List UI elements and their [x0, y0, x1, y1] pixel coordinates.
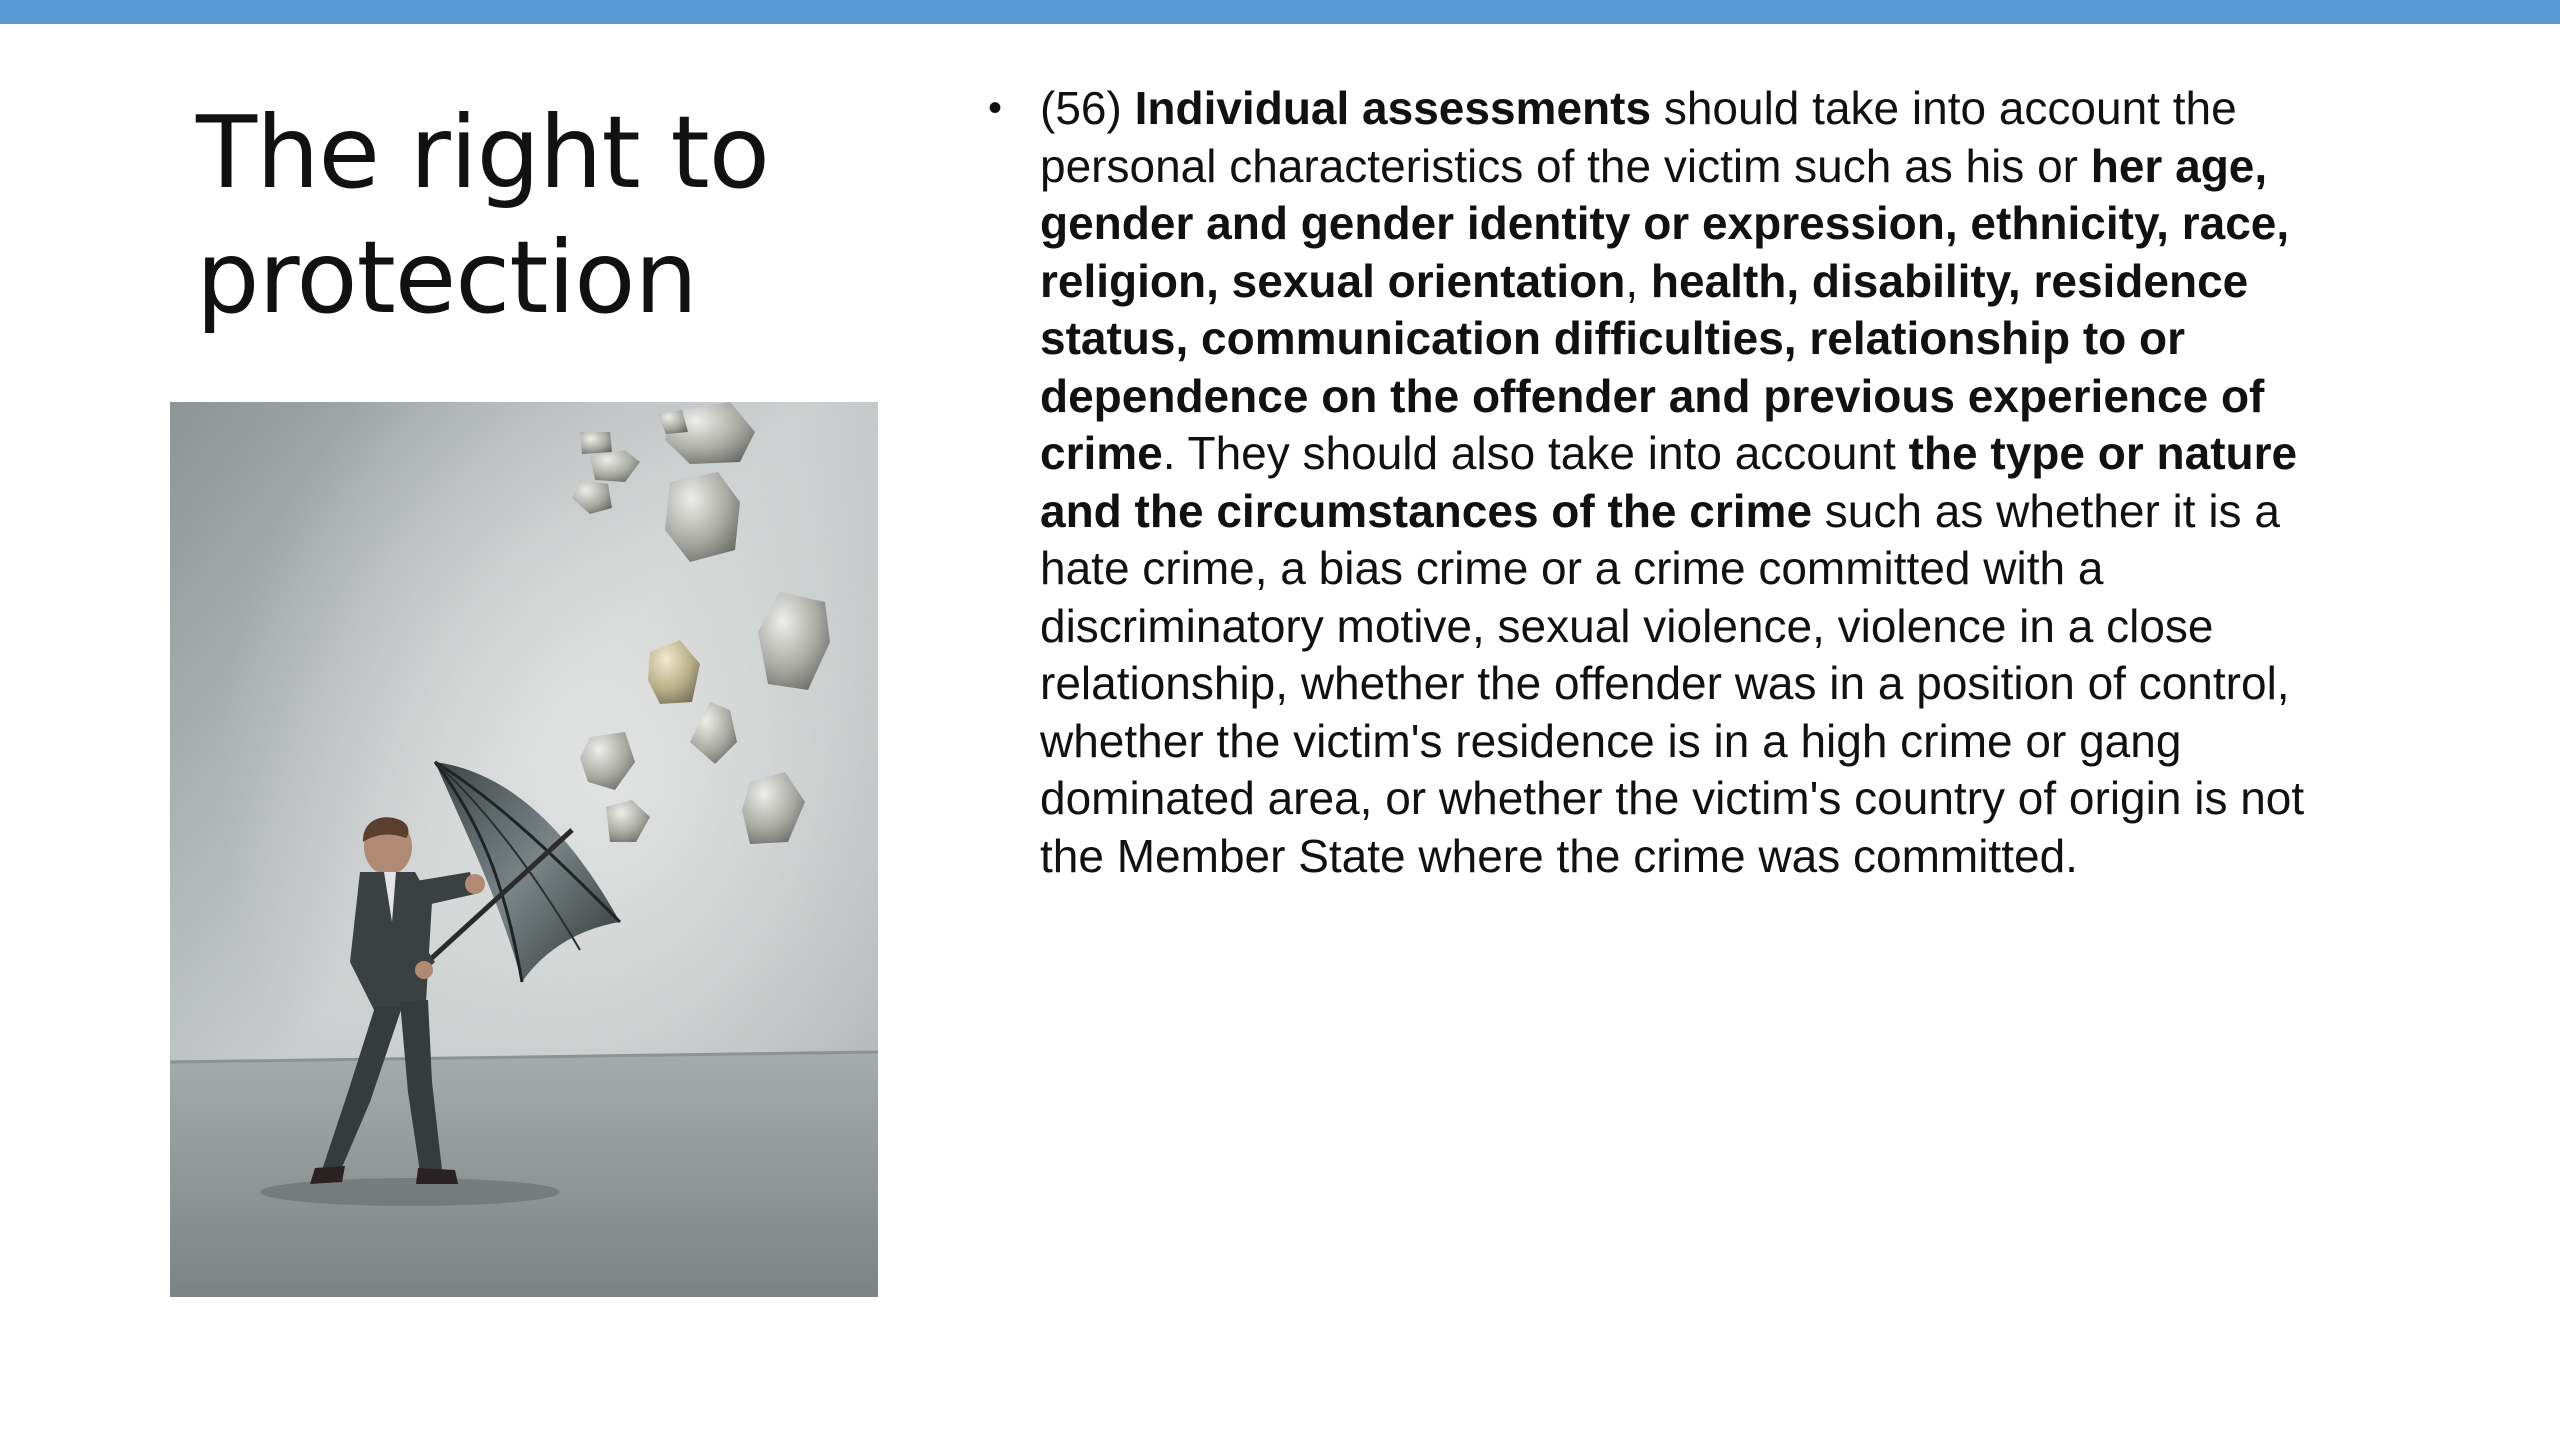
bullet-paragraph — [988, 80, 2380, 885]
accent-bar — [0, 0, 2560, 24]
text-segment-bold: her age, gender and gender identity or expression, ethnicity, race, religion, sexual orientation — [1040, 139, 2290, 307]
umbrella-rocks-photo — [170, 402, 878, 1297]
text-segment-bold: the type or nature and the circumstances of the crime — [1040, 427, 2298, 537]
text-segment-bold: health, disability, residence status, communication difficulties, relationship to or dependence on the offender and previous experience of crime — [1040, 254, 2265, 479]
text-segment: , — [1625, 254, 1651, 307]
slide-title: The right to protection — [196, 94, 769, 336]
text-segment: such as whether it is a hate crime, a bias crime or a crime committed with a discriminatory motive, sexual violence, violence in a close relationship, whether the offender was in a position of control, whether the victim's residence is in a high crime or gang dominated area, or whether the victim's country of origin is not the Member State where the crime was committed. — [1040, 484, 2305, 882]
paragraph-text — [1040, 80, 2380, 885]
text-segment: should take into account the personal characteristics of the victim such as his or — [1040, 82, 2237, 192]
text-segment: (56) — [1040, 82, 1135, 134]
bullet-marker: • — [988, 86, 1003, 130]
text-segment: . They should also take into account — [1162, 427, 1909, 479]
text-segment-bold: Individual assessments — [1134, 82, 1652, 134]
